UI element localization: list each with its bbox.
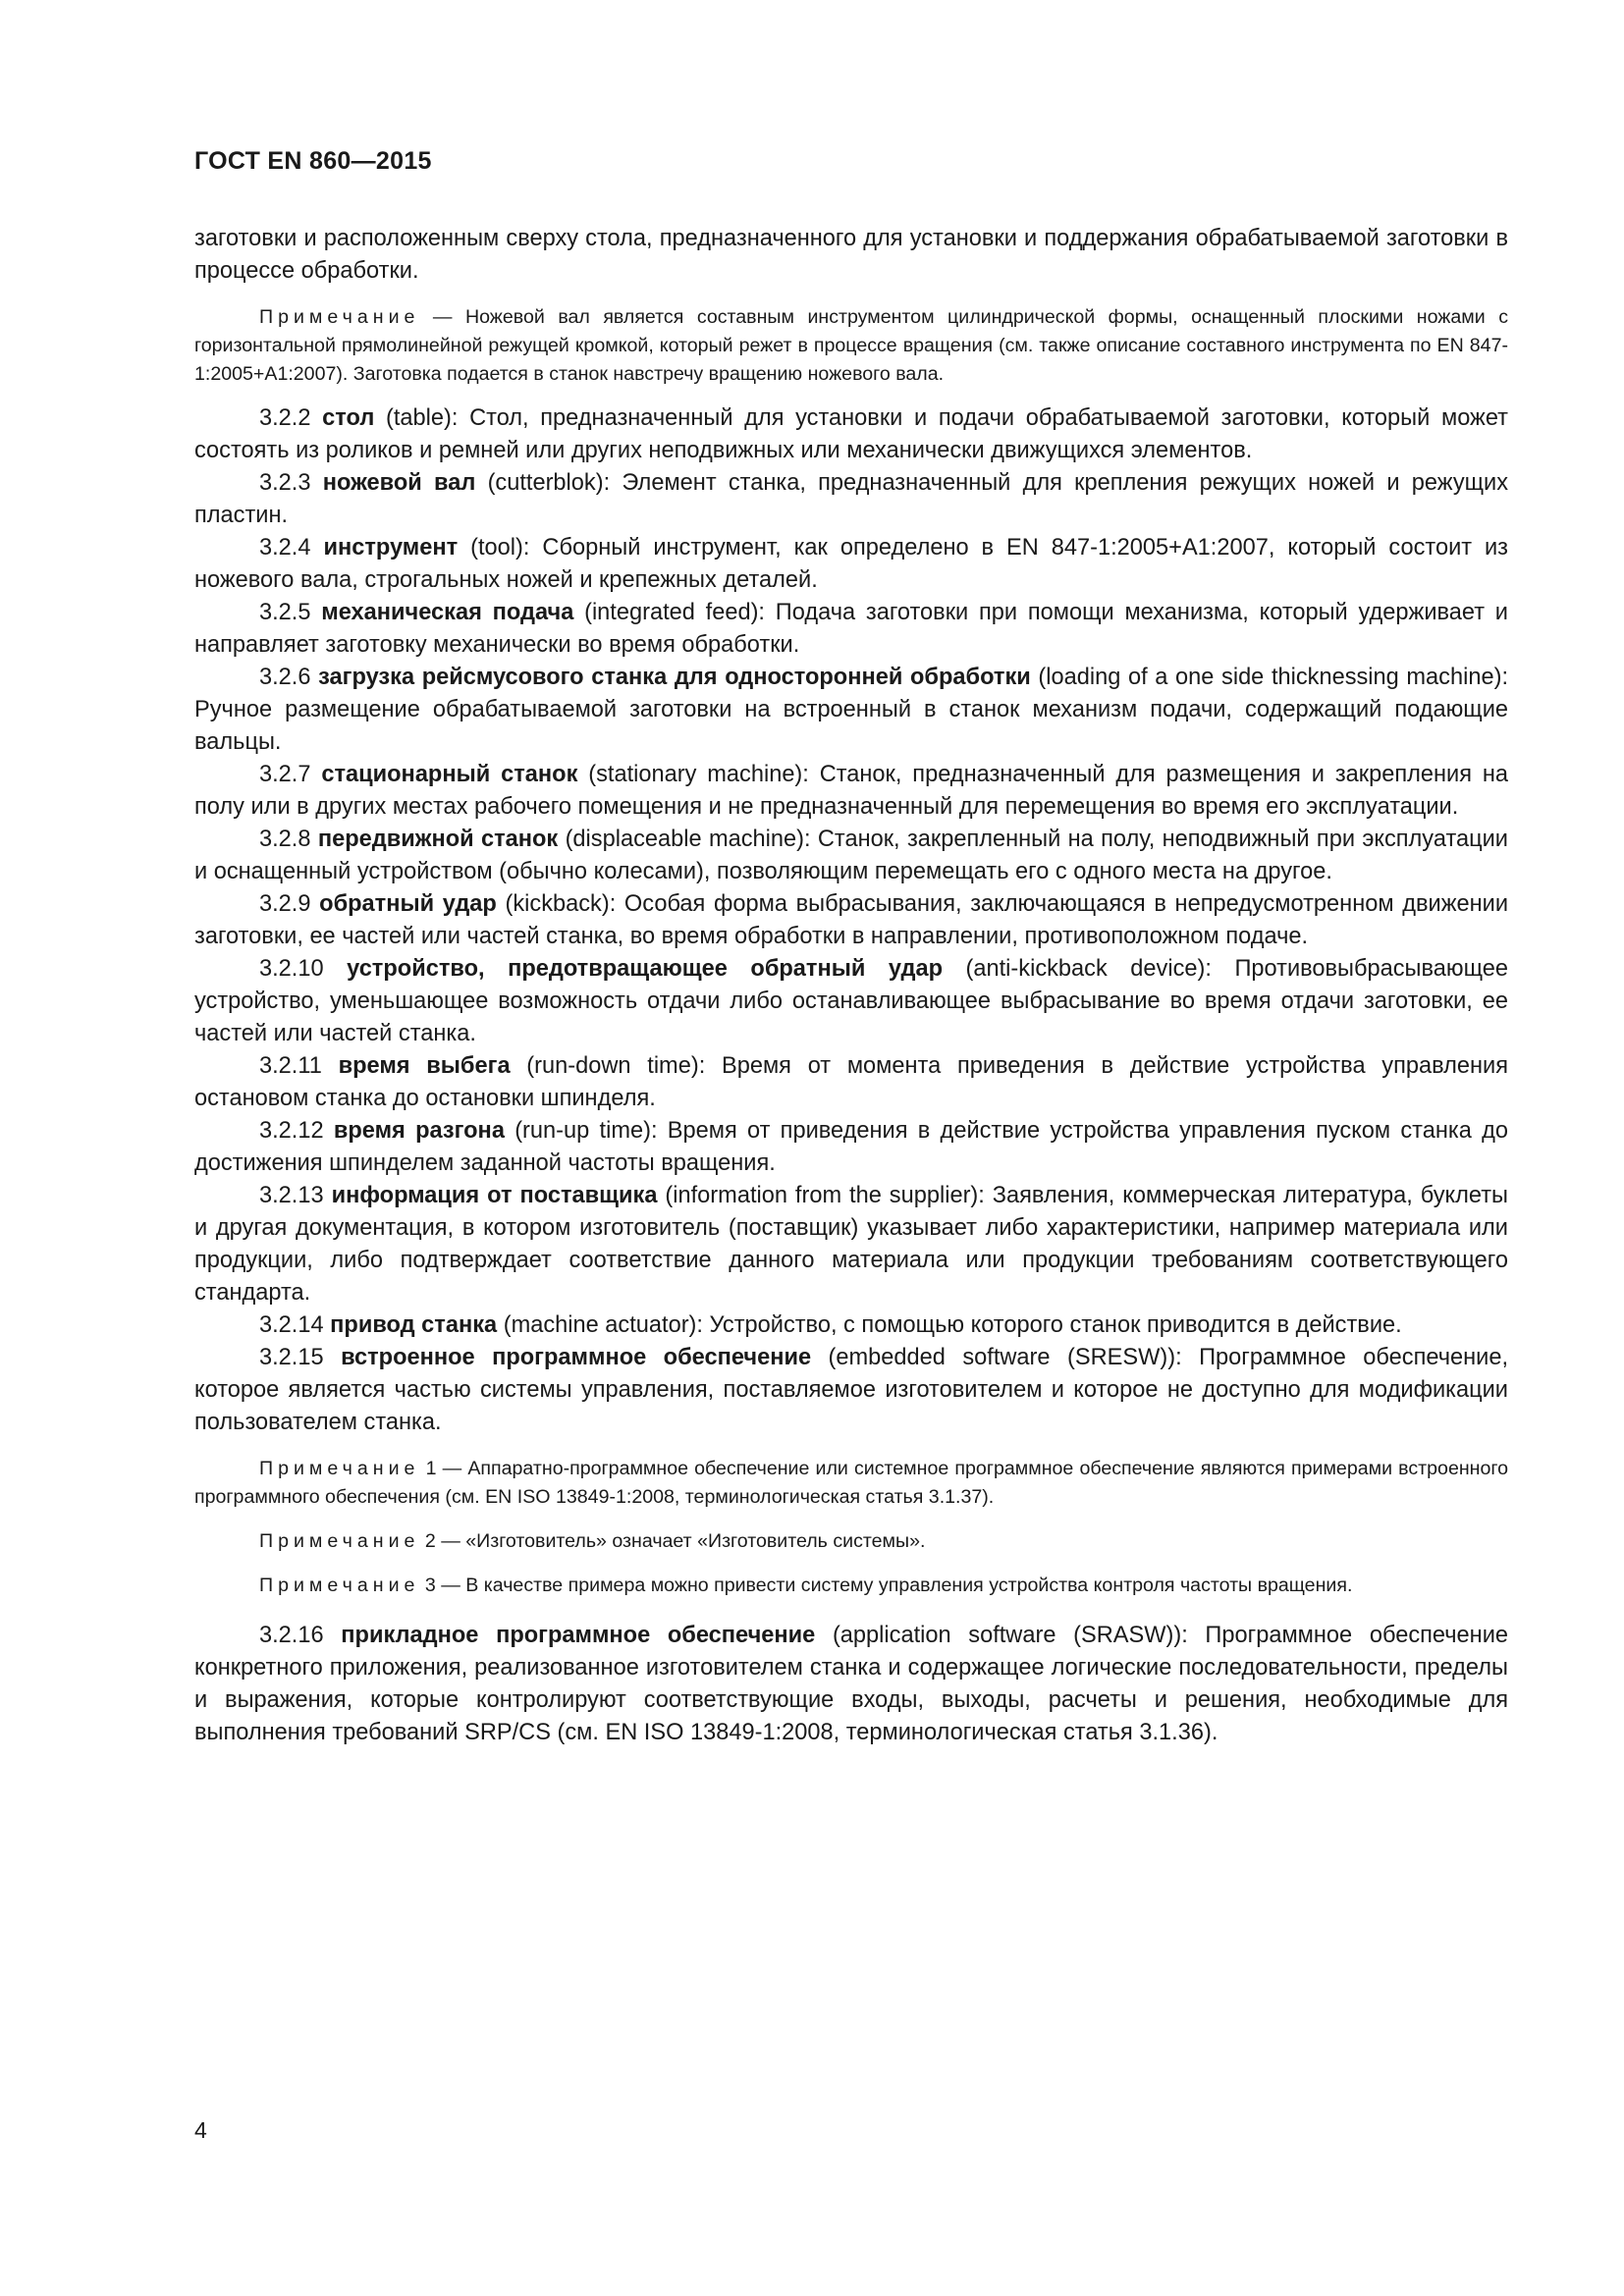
term-name: стационарный станок [321, 762, 578, 787]
term-definition: (run-down time): Время от момента приведения в действие устройства управления остановом станка до остановки шпинделя. [194, 1053, 1508, 1111]
term-number: 3.2.4 [259, 535, 311, 561]
term-number: 3.2.16 [259, 1623, 324, 1648]
note-text: 2 — «Изготовитель» означает «Изготовитель системы». [419, 1530, 926, 1552]
term-number: 3.2.10 [259, 956, 324, 982]
term-definition: (run-up time): Время от приведения в действие устройства управления пуском станка до достижения шпинделем заданной частоты вращения. [194, 1118, 1508, 1176]
term-number: 3.2.8 [259, 827, 311, 852]
note-3 [194, 1572, 1508, 1600]
term-name: стол [322, 405, 375, 431]
term-definition: (tool): Сборный инструмент, как определено в EN 847-1:2005+A1:2007, который состоит из ножевого вала, строгальных ножей и крепежных деталей. [194, 535, 1508, 593]
term-3-2-11 [194, 1050, 1508, 1115]
term-number: 3.2.14 [259, 1312, 324, 1338]
term-definition: (information from the supplier): Заявления, коммерческая литература, буклеты и другая документация, в котором изготовитель (поставщик) указывает либо характеристики, например материала или продукции, либо подтверждает соответствие данного материала или продукции требованиям соответствующего стандарта. [194, 1183, 1508, 1306]
term-number: 3.2.15 [259, 1345, 324, 1370]
term-definition: (kickback): Особая форма выбрасывания, заключающаяся в непредусмотренном движении заготовки, ее частей или частей станка, во время обработки в направлении, противоположном подаче. [194, 891, 1509, 949]
note-label: Примечание [259, 306, 420, 328]
term-number: 3.2.12 [259, 1118, 324, 1144]
term-name: механическая подача [321, 600, 574, 625]
term-name: инструмент [323, 535, 459, 561]
note-label: Примечание [259, 1575, 420, 1596]
term-number: 3.2.9 [259, 891, 311, 917]
term-3-2-16 [194, 1620, 1508, 1749]
term-name: время выбега [338, 1053, 511, 1079]
term-number: 3.2.5 [259, 600, 311, 625]
term-name: время разгона [333, 1118, 505, 1144]
note-cutterblock [194, 303, 1508, 389]
term-3-2-13 [194, 1180, 1508, 1309]
page-number: 4 [194, 2117, 207, 2143]
term-3-2-14 [194, 1309, 1508, 1342]
term-3-2-9 [194, 888, 1508, 953]
note-1 [194, 1455, 1508, 1512]
term-3-2-15 [194, 1342, 1508, 1439]
term-name: прикладное программное обеспечение [341, 1623, 816, 1648]
term-3-2-12 [194, 1115, 1508, 1180]
document-header: ГОСТ EN 860—2015 [194, 147, 432, 175]
term-number: 3.2.7 [259, 762, 311, 787]
term-name: устройство, предотвращающее обратный удар [347, 956, 943, 982]
term-definition: (machine actuator): Устройство, с помощью которого станок приводится в действие. [497, 1312, 1402, 1338]
note-text: 1 — Аппаратно-программное обеспечение или системное программное обеспечение являются примерами встроенного программного обеспечения (см. EN ISO 13849-1:2008, терминологическая статья 3.1.37). [194, 1458, 1508, 1508]
term-number: 3.2.11 [259, 1053, 322, 1079]
term-definition: (displaceable machine): Станок, закрепленный на полу, неподвижный при эксплуатации и оснащенный устройством (обычно колесами), позволяющим перемещать его с одного места на другое. [194, 827, 1508, 884]
term-number: 3.2.6 [259, 665, 311, 690]
term-name: загрузка рейсмусового станка для односторонней обработки [318, 665, 1031, 690]
term-3-2-7 [194, 759, 1508, 824]
term-3-2-10 [194, 953, 1508, 1050]
term-definition: (embedded software (SRESW)): Программное обеспечение, которое является частью системы управления, поставляемое изготовителем и которое не доступно для модификации пользователем станка. [194, 1345, 1509, 1435]
term-3-2-6 [194, 662, 1508, 759]
term-name: обратный удар [319, 891, 497, 917]
note-text: — Ножевой вал является составным инструментом цилиндрической формы, оснащенный плоскими ножами с горизонтальной прямолинейной режущей кромкой, который режет в процессе вращения (см. также описание составного инструмента по EN 847-1:2005+A1:2007). Заготовка подается в станок навстречу вращению ножевого вала. [194, 306, 1508, 385]
document-page [194, 147, 1508, 1749]
term-3-2-4 [194, 532, 1508, 597]
term-number: 3.2.13 [259, 1183, 324, 1208]
note-label: Примечание [259, 1530, 420, 1552]
intro-paragraph: заготовки и расположенным сверху стола, предназначенного для установки и поддержания обрабатываемой заготовки в процессе обработки. [194, 226, 1508, 284]
term-3-2-5 [194, 597, 1508, 662]
term-name: передвижной станок [317, 827, 559, 852]
term-number: 3.2.2 [259, 405, 311, 431]
term-name: информация от поставщика [331, 1183, 658, 1208]
term-name: встроенное программное обеспечение [341, 1345, 812, 1370]
note-2 [194, 1527, 1508, 1556]
term-definition: (application software (SRASW)): Программное обеспечение конкретного приложения, реализованное изготовителем станка и содержащее логические последовательности, пределы и выражения, которые контролируют соответствующие входы, выходы, расчеты и решения, необходимые для выполнения требований SRP/CS (см. EN ISO 13849-1:2008, терминологическая статья 3.1.36). [194, 1623, 1508, 1745]
term-definition: (stationary machine): Станок, предназначенный для размещения и закрепления на полу или в других местах рабочего помещения и не предназначенный для перемещения во время его эксплуатации. [194, 762, 1508, 820]
note-label: Примечание [259, 1458, 420, 1479]
note-text: 3 — В качестве примера можно привести систему управления устройства контроля частоты вращения. [419, 1575, 1353, 1596]
term-name: привод станка [330, 1312, 498, 1338]
term-name: ножевой вал [322, 470, 476, 496]
term-definition: (cutterblok): Элемент станка, предназначенный для крепления режущих ножей и режущих пластин. [194, 470, 1509, 528]
term-definition: (table): Стол, предназначенный для установки и подачи обрабатываемой заготовки, который может состоять из роликов и ремней или других неподвижных или механически движущихся элементов. [194, 405, 1508, 463]
term-3-2-3 [194, 467, 1508, 532]
term-definition: (loading of a one side thicknessing machine): Ручное размещение обрабатываемой заготовки на встроенный в станок механизм подачи, содержащий подающие вальцы. [194, 665, 1508, 755]
term-definition: (integrated feed): Подача заготовки при помощи механизма, который удерживает и направляет заготовку механически во время обработки. [194, 600, 1508, 658]
term-3-2-2 [194, 402, 1508, 467]
term-3-2-8 [194, 824, 1508, 888]
term-number: 3.2.3 [259, 470, 311, 496]
term-definition: (anti-kickback device): Противовыбрасывающее устройство, уменьшающее возможность отдачи либо останавливающее выбрасывание во время отдачи заготовки, ее частей или частей станка. [194, 956, 1508, 1046]
